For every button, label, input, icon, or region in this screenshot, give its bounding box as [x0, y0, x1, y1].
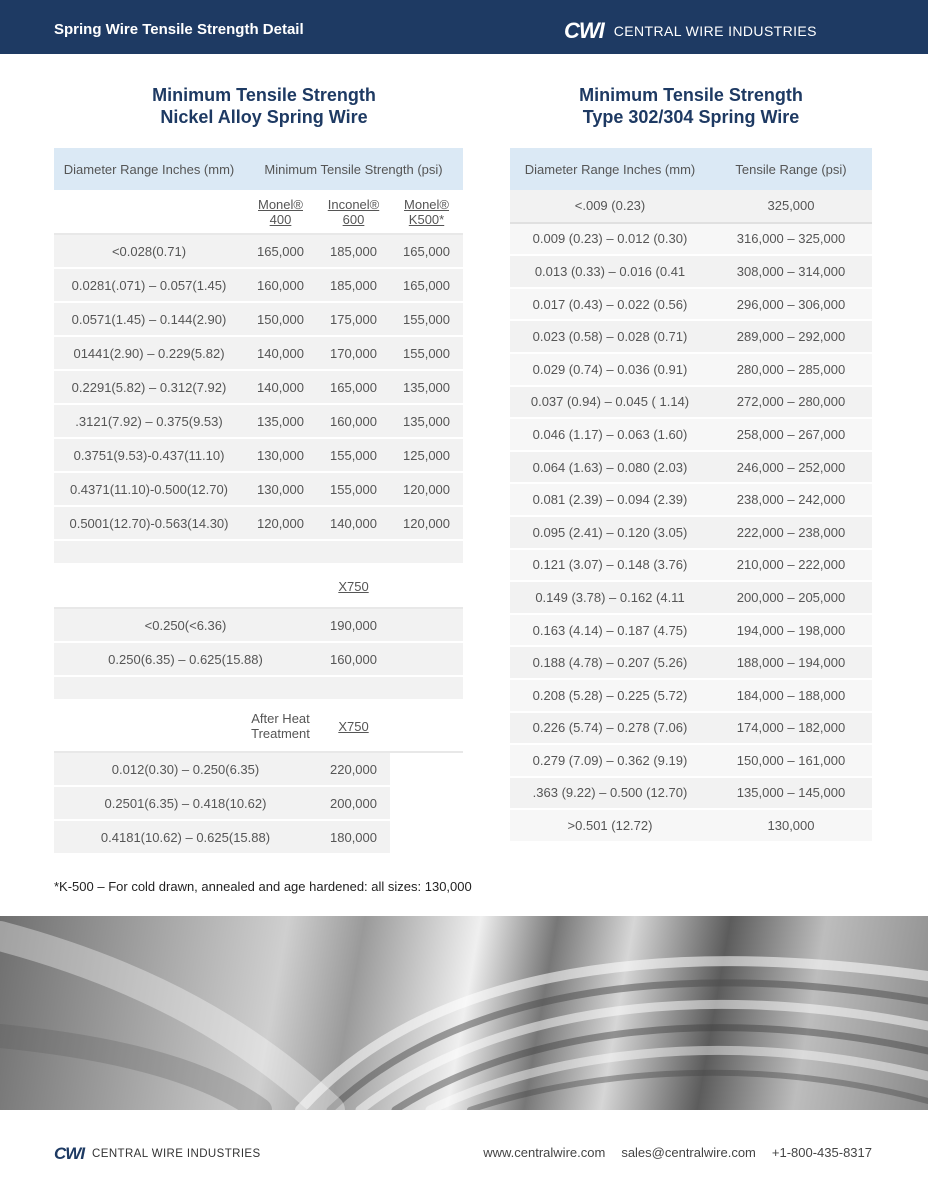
column-header-diameter: Diameter Range Inches (mm)	[510, 148, 710, 190]
monel-400-value: 160,000	[244, 268, 317, 302]
range-cell: 0.013 (0.33) – 0.016 (0.41	[510, 255, 710, 288]
table-row	[510, 679, 872, 712]
monel-400-value: 130,000	[244, 472, 317, 506]
range-cell: 0.0281(.071) – 0.057(1.45)	[54, 268, 244, 302]
phone-link[interactable]: +1-800-435-8317	[771, 1145, 872, 1160]
range-cell: 0.2291(5.82) – 0.312(7.92)	[54, 370, 244, 404]
psi-cell: 296,000 – 306,000	[710, 288, 872, 321]
range-cell: 0.009 (0.23) – 0.012 (0.30)	[510, 223, 710, 256]
table-row	[54, 608, 463, 642]
range-cell: 0.081 (2.39) – 0.094 (2.39)	[510, 483, 710, 516]
table-row	[510, 581, 872, 614]
range-cell: 0.188 (4.78) – 0.207 (5.26)	[510, 646, 710, 679]
type302-table-body	[510, 190, 872, 842]
range-cell: 0.279 (7.09) – 0.362 (9.19)	[510, 744, 710, 777]
range-cell: 0.012(0.30) – 0.250(6.35)	[54, 752, 317, 786]
range-cell: 0.250(6.35) – 0.625(15.88)	[54, 642, 317, 676]
column-header-strength: Minimum Tensile Strength (psi)	[244, 148, 463, 190]
blank-cell	[54, 700, 244, 752]
spacer-cell	[54, 676, 463, 700]
monel-400-value: 140,000	[244, 370, 317, 404]
psi-cell: 316,000 – 325,000	[710, 223, 872, 256]
psi-cell: 308,000 – 314,000	[710, 255, 872, 288]
range-cell: >0.501 (12.72)	[510, 809, 710, 842]
range-cell: 0.4181(10.62) – 0.625(15.88)	[54, 820, 317, 854]
table-row	[510, 712, 872, 745]
table-row	[510, 288, 872, 321]
table-row	[54, 404, 463, 438]
alloy-header-inconel-600	[317, 190, 390, 234]
range-cell: 0.226 (5.74) – 0.278 (7.06)	[510, 712, 710, 745]
table-row	[510, 190, 872, 223]
table-row	[510, 646, 872, 679]
table-row	[54, 302, 463, 336]
range-cell: 0.046 (1.17) – 0.063 (1.60)	[510, 418, 710, 451]
table-row	[54, 438, 463, 472]
alloy-header-monel-400	[244, 190, 317, 234]
monel-k500-value: 165,000	[390, 268, 463, 302]
monel-k500-value: 120,000	[390, 506, 463, 540]
blank-cell	[390, 820, 463, 854]
table-row	[510, 549, 872, 582]
website-link[interactable]: www.centralwire.com	[483, 1145, 606, 1160]
range-cell: 0.3751(9.53)-0.437(11.10)	[54, 438, 244, 472]
table-row	[510, 418, 872, 451]
x750-value: 190,000	[317, 608, 390, 642]
table-row	[510, 809, 872, 842]
monel-400-value: 120,000	[244, 506, 317, 540]
range-cell: 0.0571(1.45) – 0.144(2.90)	[54, 302, 244, 336]
table-row	[54, 752, 463, 786]
monel-k500-value: 165,000	[390, 234, 463, 268]
blank-cell	[54, 190, 244, 234]
wire-coil-graphic	[0, 916, 928, 1110]
alloy-label: Monel® K500*	[404, 196, 450, 227]
table-row	[510, 223, 872, 256]
column-header-diameter: Diameter Range Inches (mm)	[54, 148, 244, 190]
heat-x750-value: 180,000	[317, 820, 390, 854]
psi-cell: 325,000	[710, 190, 872, 223]
range-cell: 0.5001(12.70)-0.563(14.30)	[54, 506, 244, 540]
psi-cell: 258,000 – 267,000	[710, 418, 872, 451]
x750-subheader-row	[54, 564, 463, 608]
table-header-row	[54, 148, 463, 190]
range-cell: .363 (9.22) – 0.500 (12.70)	[510, 777, 710, 810]
psi-cell: 174,000 – 182,000	[710, 712, 872, 745]
range-cell: <0.028(0.71)	[54, 234, 244, 268]
monel-400-value: 130,000	[244, 438, 317, 472]
alloy-header-monel-k500	[390, 190, 463, 234]
company-name: CENTRAL WIRE INDUSTRIES	[613, 23, 817, 39]
heat-x750-value: 220,000	[317, 752, 390, 786]
blank-cell	[390, 786, 463, 820]
wire-coil-photo	[0, 916, 928, 1110]
monel-400-value: 140,000	[244, 336, 317, 370]
footer-contact	[483, 1145, 872, 1160]
monel-k500-value: 155,000	[390, 336, 463, 370]
column-header-tensile-range: Tensile Range (psi)	[710, 148, 872, 190]
inconel-600-value: 165,000	[317, 370, 390, 404]
inconel-600-value: 155,000	[317, 438, 390, 472]
psi-cell: 280,000 – 285,000	[710, 353, 872, 386]
psi-cell: 272,000 – 280,000	[710, 386, 872, 419]
table-row	[510, 777, 872, 810]
blank-cell	[54, 564, 244, 608]
psi-cell: 135,000 – 145,000	[710, 777, 872, 810]
range-cell: 0.163 (4.14) – 0.187 (4.75)	[510, 614, 710, 647]
blank-cell	[390, 752, 463, 786]
company-logo[interactable]	[564, 18, 817, 44]
inconel-600-value: 185,000	[317, 234, 390, 268]
psi-cell: 184,000 – 188,000	[710, 679, 872, 712]
table-row	[510, 386, 872, 419]
range-cell: <0.250(<6.36)	[54, 608, 317, 642]
monel-k500-value: 120,000	[390, 472, 463, 506]
type302-heading	[510, 84, 872, 128]
nickel-table-body	[54, 190, 463, 854]
range-cell: 0.2501(6.35) – 0.418(10.62)	[54, 786, 317, 820]
inconel-600-value: 160,000	[317, 404, 390, 438]
range-cell: 01441(2.90) – 0.229(5.82)	[54, 336, 244, 370]
company-name: CENTRAL WIRE INDUSTRIES	[92, 1148, 261, 1160]
type302-heading-line1: Minimum Tensile Strength	[579, 85, 803, 105]
alloy-subheader-row	[54, 190, 463, 234]
table-row	[54, 506, 463, 540]
range-cell: 0.017 (0.43) – 0.022 (0.56)	[510, 288, 710, 321]
inconel-600-value: 170,000	[317, 336, 390, 370]
table-row	[54, 336, 463, 370]
range-cell: <.009 (0.23)	[510, 190, 710, 223]
table-row	[510, 255, 872, 288]
table-row	[510, 451, 872, 484]
psi-cell: 188,000 – 194,000	[710, 646, 872, 679]
table-row	[54, 370, 463, 404]
range-cell: 0.029 (0.74) – 0.036 (0.91)	[510, 353, 710, 386]
nickel-alloy-heading	[54, 84, 474, 128]
monel-k500-value: 135,000	[390, 404, 463, 438]
range-cell: 0.149 (3.78) – 0.162 (4.11	[510, 581, 710, 614]
range-cell: 0.121 (3.07) – 0.148 (3.76)	[510, 549, 710, 582]
blank-cell	[244, 564, 317, 608]
logo-mark: CWI	[54, 1144, 85, 1163]
nickel-heading-line1: Minimum Tensile Strength	[152, 85, 376, 105]
table-header-row	[510, 148, 872, 190]
psi-cell: 130,000	[710, 809, 872, 842]
psi-cell: 222,000 – 238,000	[710, 516, 872, 549]
monel-400-value: 165,000	[244, 234, 317, 268]
x750-value: 160,000	[317, 642, 390, 676]
blank-cell	[390, 700, 463, 752]
inconel-600-value: 185,000	[317, 268, 390, 302]
top-header-bar	[0, 0, 928, 54]
alloy-label: Monel® 400	[258, 196, 303, 227]
footnote: *K-500 – For cold drawn, annealed and age hardened: all sizes: 130,000	[54, 879, 472, 894]
range-cell: .3121(7.92) – 0.375(9.53)	[54, 404, 244, 438]
spacer-cell	[54, 540, 463, 564]
alloy-label: Inconel® 600	[327, 196, 380, 227]
table-row	[54, 642, 463, 676]
nickel-alloy-table	[54, 148, 463, 855]
range-cell: 0.208 (5.28) – 0.225 (5.72)	[510, 679, 710, 712]
x750-label: X750	[338, 578, 369, 594]
table-row	[510, 483, 872, 516]
table-row	[54, 786, 463, 820]
inconel-600-value: 175,000	[317, 302, 390, 336]
psi-cell: 150,000 – 161,000	[710, 744, 872, 777]
type302-table	[510, 148, 872, 843]
table-row	[54, 820, 463, 854]
range-cell: 0.037 (0.94) – 0.045 ( 1.14)	[510, 386, 710, 419]
psi-cell: 238,000 – 242,000	[710, 483, 872, 516]
inconel-600-value: 155,000	[317, 472, 390, 506]
table-row	[510, 320, 872, 353]
monel-400-value: 135,000	[244, 404, 317, 438]
document-title: Spring Wire Tensile Strength Detail	[54, 21, 304, 38]
x750-label: X750	[338, 718, 369, 734]
logo-mark: CWI	[564, 18, 604, 43]
psi-cell: 194,000 – 198,000	[710, 614, 872, 647]
range-cell: 0.023 (0.58) – 0.028 (0.71)	[510, 320, 710, 353]
monel-k500-value: 135,000	[390, 370, 463, 404]
nickel-heading-line2: Nickel Alloy Spring Wire	[160, 107, 368, 127]
monel-400-value: 150,000	[244, 302, 317, 336]
after-heat-label: After Heat Treatment	[244, 700, 317, 752]
heat-treatment-subheader-row	[54, 700, 463, 752]
psi-cell: 289,000 – 292,000	[710, 320, 872, 353]
footer-logo[interactable]	[54, 1144, 261, 1164]
type302-heading-line2: Type 302/304 Spring Wire	[582, 107, 800, 127]
heat-x750-value: 200,000	[317, 786, 390, 820]
table-row	[54, 234, 463, 268]
psi-cell: 200,000 – 205,000	[710, 581, 872, 614]
blank-cell	[390, 642, 463, 676]
blank-cell	[390, 608, 463, 642]
spacer-row	[54, 676, 463, 700]
table-row	[510, 353, 872, 386]
psi-cell: 210,000 – 222,000	[710, 549, 872, 582]
spacer-row	[54, 540, 463, 564]
table-row	[510, 744, 872, 777]
email-link[interactable]: sales@centralwire.com	[621, 1145, 756, 1160]
x750-header	[317, 564, 390, 608]
range-cell: 0.064 (1.63) – 0.080 (2.03)	[510, 451, 710, 484]
range-cell: 0.4371(11.10)-0.500(12.70)	[54, 472, 244, 506]
table-row	[510, 614, 872, 647]
table-row	[510, 516, 872, 549]
monel-k500-value: 155,000	[390, 302, 463, 336]
x750-heat-header	[317, 700, 390, 752]
blank-cell	[390, 564, 463, 608]
psi-cell: 246,000 – 252,000	[710, 451, 872, 484]
table-row	[54, 268, 463, 302]
range-cell: 0.095 (2.41) – 0.120 (3.05)	[510, 516, 710, 549]
inconel-600-value: 140,000	[317, 506, 390, 540]
table-row	[54, 472, 463, 506]
monel-k500-value: 125,000	[390, 438, 463, 472]
